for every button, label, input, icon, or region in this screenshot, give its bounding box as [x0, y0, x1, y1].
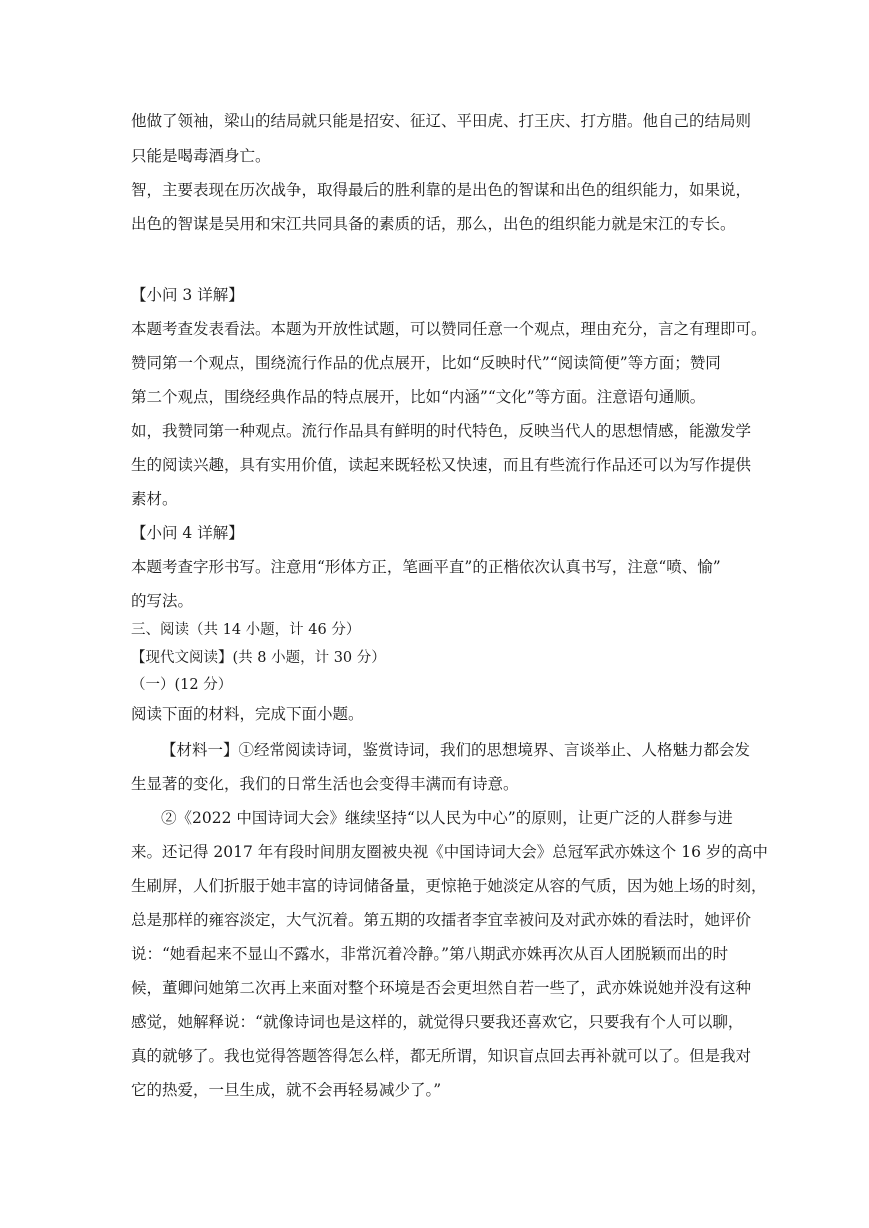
answer-paragraph-line: 素材。	[131, 490, 178, 508]
modern-reading-heading: 【现代文阅读】(共 8 小题，计 30 分）	[131, 650, 386, 666]
subquestion-4-heading: 【小问 4 详解】	[131, 524, 244, 542]
answer-paragraph-line: 只能是喝毒酒身亡。	[131, 147, 271, 165]
answer-paragraph-line: 本题考查发表看法。本题为开放性试题，可以赞同任意一个观点，理由充分，言之有理即可。	[131, 320, 767, 338]
material-2-line: 说：“她看起来不显山不露水，非常沉着冷静。”第八期武亦姝再次从百人团脱颖而出的时	[131, 945, 729, 963]
answer-paragraph-line: 的写法。	[131, 592, 194, 610]
material-2-line: 它的热爱，一旦生成，就不会再轻易减少了。”	[131, 1081, 442, 1099]
material-1-line: 生显著的变化，我们的日常生活也会变得丰满而有诗意。	[131, 775, 519, 793]
reading-instruction: 阅读下面的材料，完成下面小题。	[131, 705, 364, 723]
material-1-line: 【材料一】①经常阅读诗词，鉴赏诗词，我们的思想境界、言谈举止、人格魅力都会发	[161, 741, 751, 759]
answer-paragraph-line: 智，主要表现在历次战争，取得最后的胜利靠的是出色的智谋和出色的组织能力，如果说，	[131, 181, 752, 199]
material-2-line: 总是那样的雍容淡定，大气沉着。第五期的攻擂者李宜幸被问及对武亦姝的看法时，她评价	[131, 911, 752, 929]
material-2-line: 真的就够了。我也觉得答题答得怎么样，都无所谓，知识盲点回去再补就可以了。但是我对	[131, 1047, 752, 1065]
answer-paragraph-line: 本题考查字形书写。注意用“形体方正，笔画平直”的正楷依次认真书写，注意“喷、愉”	[131, 558, 721, 576]
material-2-line: 候，董卿问她第二次再上来面对整个环境是否会更坦然自若一些了，武亦姝说她并没有这种	[131, 979, 752, 997]
answer-paragraph-line: 如，我赞同第一种观点。流行作品具有鲜明的时代特色，反映当代人的思想情感，能激发学	[131, 422, 752, 440]
section-3-heading: 三、阅读（共 14 小题，计 46 分）	[131, 622, 361, 638]
material-2-line: 感觉，她解释说：“就像诗词也是这样的，就觉得只要我还喜欢它，只要我有个人可以聊，	[131, 1013, 744, 1031]
material-2-line: ②《2022 中国诗词大会》继续坚持“以人民为中心”的原则，让更广泛的人群参与进	[161, 809, 733, 827]
answer-paragraph-line: 生的阅读兴趣，具有实用价值，读起来既轻松又快速，而且有些流行作品还可以为写作提供	[131, 456, 752, 474]
answer-paragraph-line: 赞同第一个观点，围绕流行作品的优点展开，比如“反映时代”“阅读简便”等方面；赞同	[131, 354, 721, 372]
material-2-line: 来。还记得 2017 年有段时间朋友圈被央视《中国诗词大会》总冠军武亦姝这个 16 岁的高中	[131, 843, 768, 861]
material-2-line: 生刷屏，人们折服于她丰富的诗词储备量，更惊艳于她淡定从容的气质，因为她上场的时刻，	[131, 877, 767, 895]
part-one-heading: （一）(12 分）	[131, 677, 233, 693]
answer-paragraph-line: 出色的智谋是吴用和宋江共同具备的素质的话，那么，出色的组织能力就是宋江的专长。	[131, 215, 736, 233]
answer-paragraph-line: 他做了领袖，梁山的结局就只能是招安、征辽、平田虎、打王庆、打方腊。他自己的结局则	[131, 112, 752, 130]
subquestion-3-heading: 【小问 3 详解】	[131, 286, 244, 304]
answer-paragraph-line: 第二个观点，围绕经典作品的特点展开，比如“内涵”“文化”等方面。注意语句通顺。	[131, 388, 706, 406]
